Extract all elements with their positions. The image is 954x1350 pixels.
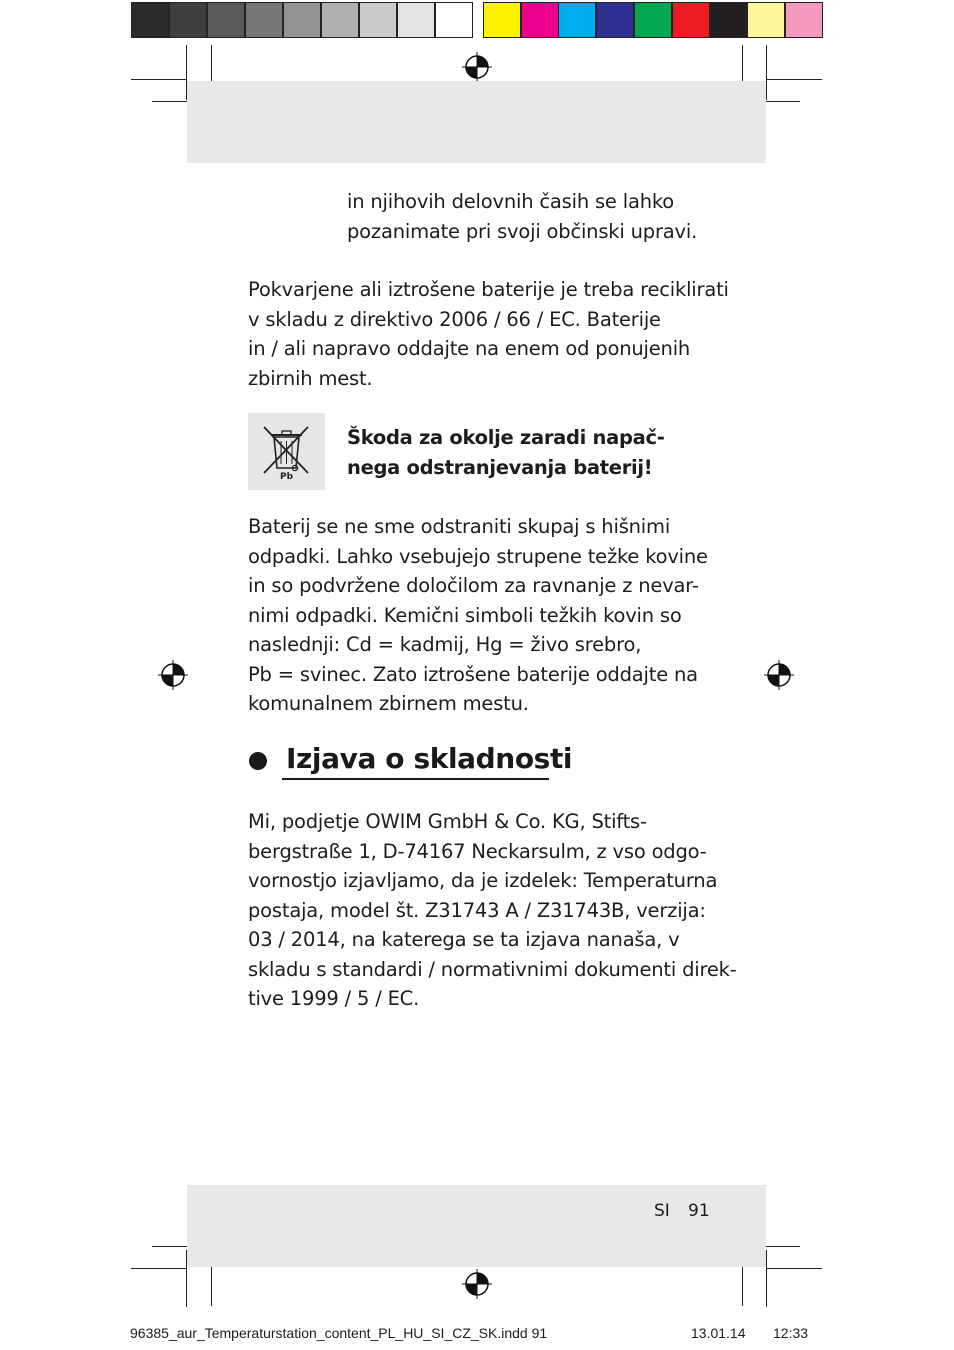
footer-band	[187, 1185, 766, 1267]
text-line: Mi, podjetje OWIM GmbH & Co. KG, Stifts-	[248, 810, 647, 833]
gray-swatch	[245, 2, 283, 38]
color-swatch	[672, 2, 710, 38]
text-line: komunalnem zbirnem mestu.	[248, 692, 529, 715]
text-line: in / ali napravo oddajte na enem od ponujenih	[248, 337, 691, 360]
color-swatch	[521, 2, 559, 38]
registration-mark-right	[763, 659, 795, 691]
color-swatch	[558, 2, 596, 38]
disposal-paragraph	[248, 512, 708, 719]
color-swatch	[709, 2, 747, 38]
gray-swatch	[131, 2, 169, 38]
gray-swatch	[169, 2, 207, 38]
header-band	[187, 81, 766, 163]
text-line: odpadki. Lahko vsebujejo strupene težke kovine	[248, 544, 708, 568]
page-number: 91	[688, 1201, 710, 1221]
text-line: naslednji: Cd = kadmij, Hg = živo srebro,	[248, 633, 642, 656]
gray-swatch	[435, 2, 473, 38]
crossed-bin-icon	[248, 413, 325, 490]
text-line: zbirnih mest.	[248, 366, 373, 390]
text-line: skladu s standardi / normativnimi dokumenti direk-	[248, 957, 737, 981]
recycle-paragraph	[248, 275, 729, 393]
color-swatch	[785, 2, 823, 38]
color-swatch	[596, 2, 634, 38]
text-line: pozanimate pri svoji občinski upravi.	[347, 219, 698, 243]
gray-swatch	[397, 2, 435, 38]
text-line: Baterij se ne sme odstraniti skupaj s hišnimi	[248, 515, 671, 538]
text-line: vornostjo izjavljamo, da je izdelek: Temperaturna	[248, 869, 718, 892]
bullet-icon	[249, 752, 267, 770]
gray-swatch	[207, 2, 245, 38]
heading-underline	[282, 778, 549, 780]
pb-label: Pb	[279, 472, 294, 482]
text-line: in njihovih delovnih časih se lahko	[347, 190, 674, 213]
text-line: Pokvarjene ali iztrošene baterije je treba reciklirati	[248, 278, 729, 301]
text-line: Škoda za okolje zaradi napač-	[347, 426, 665, 449]
section-heading: Izjava o skladnosti	[286, 742, 573, 775]
text-line: nega odstranjevanja baterij!	[347, 456, 653, 479]
color-swatch	[634, 2, 672, 38]
warning-text	[347, 423, 665, 483]
gray-swatch	[359, 2, 397, 38]
slug-filename: 96385_aur_Temperaturstation_content_PL_HU_SI_CZ_SK.indd 91	[130, 1325, 548, 1341]
slug-time: 12:33	[773, 1325, 809, 1341]
text-line: nimi odpadki. Kemični simboli težkih kovin so	[248, 603, 682, 627]
color-swatch	[483, 2, 521, 38]
text-line: v skladu z direktivo 2006 / 66 / EC. Baterije	[248, 307, 661, 331]
registration-mark-bottom	[461, 1268, 493, 1300]
conformity-paragraph	[248, 807, 737, 1014]
text-line: in so podvržene določilom za ravnanje z nevar-	[248, 574, 699, 597]
color-swatch	[747, 2, 785, 38]
slug-date: 13.01.14	[691, 1325, 746, 1341]
text-line: tive 1999 / 5 / EC.	[248, 987, 420, 1010]
text-line: 03 / 2014, na katerega se ta izjava nanaša, v	[248, 928, 680, 951]
gray-swatch	[321, 2, 359, 38]
gray-swatch	[283, 2, 321, 38]
registration-mark-left	[157, 659, 189, 691]
text-line: postaja, model št. Z31743 A / Z31743B, verzija:	[248, 898, 706, 922]
text-line: bergstraße 1, D-74167 Neckarsulm, z vso odgo-	[248, 839, 707, 863]
continuation-text	[347, 187, 697, 246]
footer-language: SI	[654, 1201, 670, 1221]
registration-mark-top	[461, 51, 493, 83]
text-line: Pb = svinec. Zato iztrošene baterije oddajte na	[248, 662, 698, 686]
